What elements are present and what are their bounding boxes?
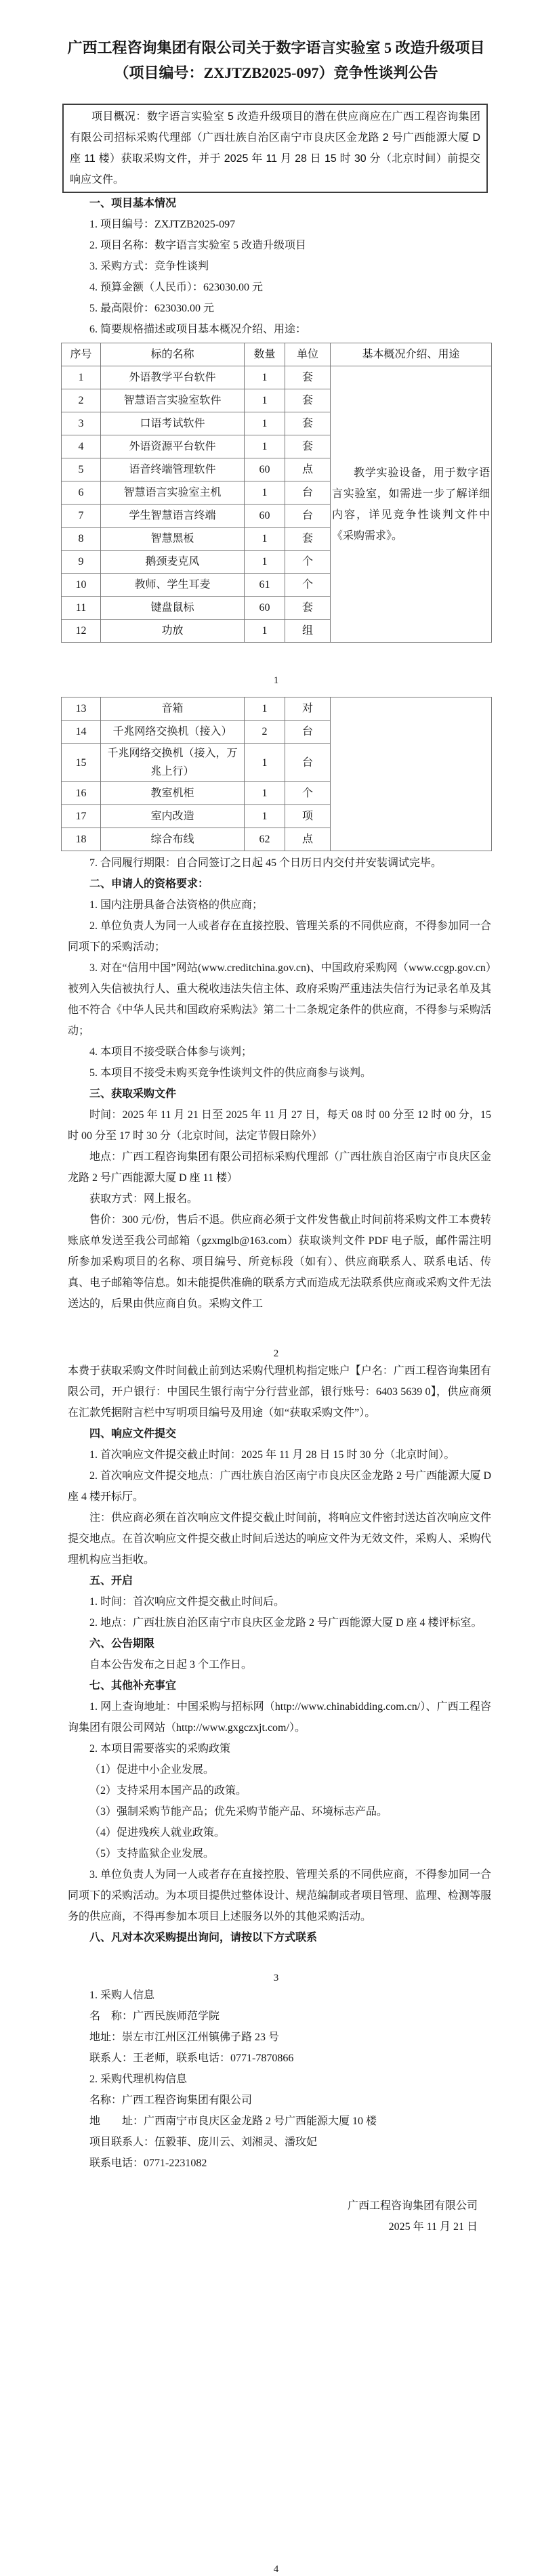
cell-qty: 1 [245,697,285,721]
cell-no: 6 [62,481,101,505]
online-query-address: 1. 网上查询地址：中国采购与招标网（http://www.chinabidding.com.cn/）、广西工程咨询集团有限公司网站（http://www.gxgczxjt.com/）。 [68,1701,491,1734]
cell-no: 5 [62,458,101,481]
title-line-2: （项目编号：ZXJTZB2025-097）竞争性谈判公告 [114,64,438,81]
cell-no: 13 [62,697,101,721]
cell-name: 键盘鼠标 [101,597,245,620]
procurement-policy-label: 2. 本项目需要落实的采购政策 [89,1743,231,1755]
cell-no: 18 [62,828,101,851]
cell-name: 智慧语言实验室主机 [101,481,245,505]
signature-org: 广西工程咨询集团有限公司 [347,2200,478,2212]
cell-unit: 个 [285,782,331,805]
budget-amount: 4. 预算金额（人民币）：623030.00 元 [89,282,264,293]
policy-item-4: （4）促进残疾人就业政策。 [89,1827,226,1839]
cell-unit: 套 [285,435,331,458]
max-price: 5. 最高限价：623030.00 元 [89,303,215,314]
section6-heading: 六、公告期限 [89,1638,155,1650]
cell-qty: 1 [245,366,285,389]
cell-no: 8 [62,528,101,551]
opening-time: 1. 时间：首次响应文件提交截止时间后。 [89,1596,285,1608]
purchaser-name: 名 称：广西民族师范学院 [89,2011,220,2022]
cell-name: 语音终端管理软件 [101,458,245,481]
col-header-qty: 数量 [245,343,285,366]
cell-no: 3 [62,412,101,435]
table-header-row [62,343,492,366]
items-table-page1 [61,343,492,643]
cell-name: 学生智慧语言终端 [101,505,245,528]
cell-no: 11 [62,597,101,620]
page-number-4: 4 [273,2564,279,2575]
section8-heading: 八、凡对本次采购提出询问，请按以下方式联系 [89,1932,318,1944]
cell-no: 1 [62,366,101,389]
cell-name: 口语考试软件 [101,412,245,435]
project-number: 1. 项目编号：ZXJTZB2025-097 [89,219,236,230]
cell-no: 9 [62,551,101,574]
cell-qty: 1 [245,805,285,828]
policy-item-3: （3）强制采购节能产品；优先采购节能产品、环境标志产品。 [89,1806,388,1818]
items-table-page2 [61,697,492,851]
cell-usage-note [331,366,492,643]
cell-unit: 台 [285,744,331,782]
purchaser-info-label: 1. 采购人信息 [89,1990,155,2001]
cell-qty: 1 [245,620,285,643]
response-deadline: 1. 首次响应文件提交截止时间：2025 年 11 月 28 日 15 时 30 分（北京时间）。 [89,1449,455,1461]
policy-item-5: （5）支持监狱企业发展。 [89,1848,215,1860]
cell-unit: 台 [285,505,331,528]
cell-qty: 1 [245,551,285,574]
section4-heading: 四、响应文件提交 [89,1428,177,1440]
cell-no: 10 [62,574,101,597]
cell-qty: 61 [245,574,285,597]
document-obtain-method: 获取方式：网上报名。 [89,1193,199,1205]
table-row [62,697,492,721]
table-row [62,366,492,389]
cell-unit: 个 [285,574,331,597]
document-obtain-place: 地点：广西工程咨询集团有限公司招标采购代理部（广西壮族自治区南宁市良庆区金龙路 2 号广西能源大厦 D 座 11 楼） [68,1151,491,1184]
cell-no: 15 [62,744,101,782]
cell-no: 14 [62,721,101,744]
cell-name: 千兆网络交换机（接入，万兆上行） [101,744,245,782]
cell-unit: 台 [285,481,331,505]
other-item-3: 3. 单位负责人为同一人或者存在直接控股、管理关系的不同供应商，不得参加同一合同项下的采购活动。为本项目提供过整体设计、规范编制或者项目管理、监理、检测等服务的供应商，不得再参加本项目上述服务以外的其他采购活动。 [68,1869,491,1923]
cell-unit: 项 [285,805,331,828]
section3-heading: 三、获取采购文件 [89,1088,177,1100]
cell-no: 2 [62,389,101,412]
opening-place: 2. 地点：广西壮族自治区南宁市良庆区金龙路 2 号广西能源大厦 D 座 4 楼评标室。 [89,1617,482,1629]
response-place: 2. 首次响应文件提交地点：广西壮族自治区南宁市良庆区金龙路 2 号广西能源大厦 D 座 4 楼开标厅。 [68,1470,491,1503]
cell-qty: 1 [245,481,285,505]
section7-heading: 七、其他补充事宜 [89,1680,177,1692]
policy-item-2: （2）支持采用本国产品的政策。 [89,1785,247,1797]
cell-qty: 1 [245,389,285,412]
project-overview-box [62,104,488,193]
col-header-unit: 单位 [285,343,331,366]
policy-item-1: （1）促进中小企业发展。 [89,1764,215,1776]
section5-heading: 五、开启 [89,1575,133,1587]
cell-unit: 台 [285,721,331,744]
spec-description-label: 6. 简要规格描述或项目基本概况介绍、用途： [89,324,307,335]
cell-usage-note-continued [331,697,492,851]
title-line-1: 广西工程咨询集团有限公司关于数字语言实验室 5 改造升级项目 [67,39,485,56]
qualification-item-3: 3. 对在“信用中国”网站(www.creditchina.gov.cn)、中国政府采购网（www.ccgp.gov.cn）被列入失信被执行人、重大税收违法失信主体、政府采购严重违法失信行为记录名单及其他不符合《中华人民共和国政府采购法》第二十二条规定条件的供应商，不得参与采购活动； [68,962,491,1037]
cell-name: 千兆网络交换机（接入） [101,721,245,744]
qualification-item-1: 1. 国内注册具备合法资格的供应商； [89,899,264,911]
cell-qty: 1 [245,528,285,551]
cell-unit: 点 [285,828,331,851]
cell-unit: 套 [285,412,331,435]
cell-qty: 1 [245,782,285,805]
col-header-name: 标的名称 [101,343,245,366]
cell-qty: 60 [245,458,285,481]
cell-qty: 1 [245,412,285,435]
page-number-2: 2 [273,1348,279,1359]
agency-phone: 联系电话：0771-2231082 [89,2158,207,2169]
cell-unit: 对 [285,697,331,721]
page-number-1: 1 [273,675,279,686]
document-price-part2: 本费于获取采购文件时间截止前到达采购代理机构指定账户【户名：广西工程咨询集团有限公司，开户银行：中国民生银行南宁分行营业部，银行账号：6403 5639 0】，供应商须在汇款凭据附言栏中写明项目编号及用途（如“获取采购文件”）。 [68,1365,491,1419]
cell-qty: 60 [245,505,285,528]
cell-name: 功放 [101,620,245,643]
cell-no: 4 [62,435,101,458]
cell-unit: 点 [285,458,331,481]
cell-name: 鹅颈麦克风 [101,551,245,574]
procurement-method: 3. 采购方式：竞争性谈判 [89,261,209,272]
cell-qty: 60 [245,597,285,620]
page-number-3: 3 [273,1973,279,1983]
cell-name: 智慧语言实验室软件 [101,389,245,412]
col-header-no: 序号 [62,343,101,366]
document-price-part1: 售价：300 元/份，售后不退。供应商必须于文件发售截止时间前将采购文件工本费转账底单发送至我公司邮箱（gzxmglb@163.com）获取谈判文件 PDF 电子版，邮件需注明所参加采购项目的名称、项目编号、所竞标段（如有）、供应商联系人、联系电话、传真、电子邮箱等信息。如未能提供准确的联系方式而造成无法联系供应商或采购文件无法送达的，后果由供应商自负。采购文件工 [68,1214,491,1310]
cell-name: 室内改造 [101,805,245,828]
document-obtain-time: 时间：2025 年 11 月 21 日至 2025 年 11 月 27 日，每天 08 时 00 分至 12 时 00 分，15 时 00 分至 17 时 30 分（北京时间，法定节假日除外） [68,1109,491,1142]
cell-unit: 套 [285,528,331,551]
cell-no: 17 [62,805,101,828]
cell-name: 外语教学平台软件 [101,366,245,389]
cell-no: 7 [62,505,101,528]
col-header-usage: 基本概况介绍、用途 [331,343,492,366]
qualification-item-2: 2. 单位负责人为同一人或者存在直接控股、管理关系的不同供应商，不得参加同一合同项下的采购活动； [68,920,491,953]
agency-project-contacts: 项目联系人：伍毅菲、庞川云、刘湘灵、潘玫妃 [89,2137,318,2148]
agency-info-label: 2. 采购代理机构信息 [89,2074,188,2085]
cell-qty: 2 [245,721,285,744]
contract-period: 7. 合同履行期限：自合同签订之日起 45 个日历日内交付并安装调试完毕。 [89,857,442,869]
cell-name: 外语资源平台软件 [101,435,245,458]
purchaser-address: 地址：崇左市江州区江州镇佛子路 23 号 [89,2032,280,2043]
cell-no: 16 [62,782,101,805]
cell-unit: 套 [285,597,331,620]
usage-note-text: 教学实验设备，用于数字语言实验室，如需进一步了解详细内容，详见竞争性谈判文件中《采购需求》。 [332,467,490,542]
cell-name: 教室机柜 [101,782,245,805]
cell-name: 音箱 [101,697,245,721]
cell-unit: 组 [285,620,331,643]
cell-qty: 62 [245,828,285,851]
cell-unit: 套 [285,366,331,389]
response-note: 注：供应商必须在首次响应文件提交截止时间前，将响应文件密封送达首次响应文件提交地点。在首次响应文件提交截止时间后送达的响应文件为无效文件，采购人、采购代理机构应当拒收。 [68,1512,491,1566]
cell-no: 12 [62,620,101,643]
purchaser-contact: 联系人：王老师，联系电话：0771-7870866 [89,2053,294,2064]
announcement-period: 自本公告发布之日起 3 个工作日。 [89,1659,253,1671]
qualification-item-5: 5. 本项目不接受未购买竞争性谈判文件的供应商参与谈判。 [89,1067,372,1079]
signature-date: 2025 年 11 月 21 日 [388,2221,478,2233]
cell-qty: 1 [245,744,285,782]
cell-unit: 套 [285,389,331,412]
page-title [61,0,491,85]
agency-address: 地 址：广西南宁市良庆区金龙路 2 号广西能源大厦 10 楼 [89,2116,377,2127]
cell-name: 综合布线 [101,828,245,851]
section2-heading: 二、申请人的资格要求： [89,878,209,890]
section1-heading: 一、项目基本情况 [89,198,177,209]
project-overview-text: 项目概况：数字语言实验室 5 改造升级项目的潜在供应商应在广西工程咨询集团有限公司招标采购代理部（广西壮族自治区南宁市良庆区金龙路 2 号广西能源大厦 D 座 11 楼）获取采购文件，并于 2025 年 11 月 28 日 15 时 30 分（北京时间）前提交响应文件。 [70,111,480,186]
cell-unit: 个 [285,551,331,574]
cell-name: 教师、学生耳麦 [101,574,245,597]
cell-name: 智慧黑板 [101,528,245,551]
qualification-item-4: 4. 本项目不接受联合体参与谈判； [89,1046,253,1058]
project-name: 2. 项目名称：数字语言实验室 5 改造升级项目 [89,240,307,251]
agency-name: 名称：广西工程咨询集团有限公司 [89,2095,253,2106]
cell-qty: 1 [245,435,285,458]
